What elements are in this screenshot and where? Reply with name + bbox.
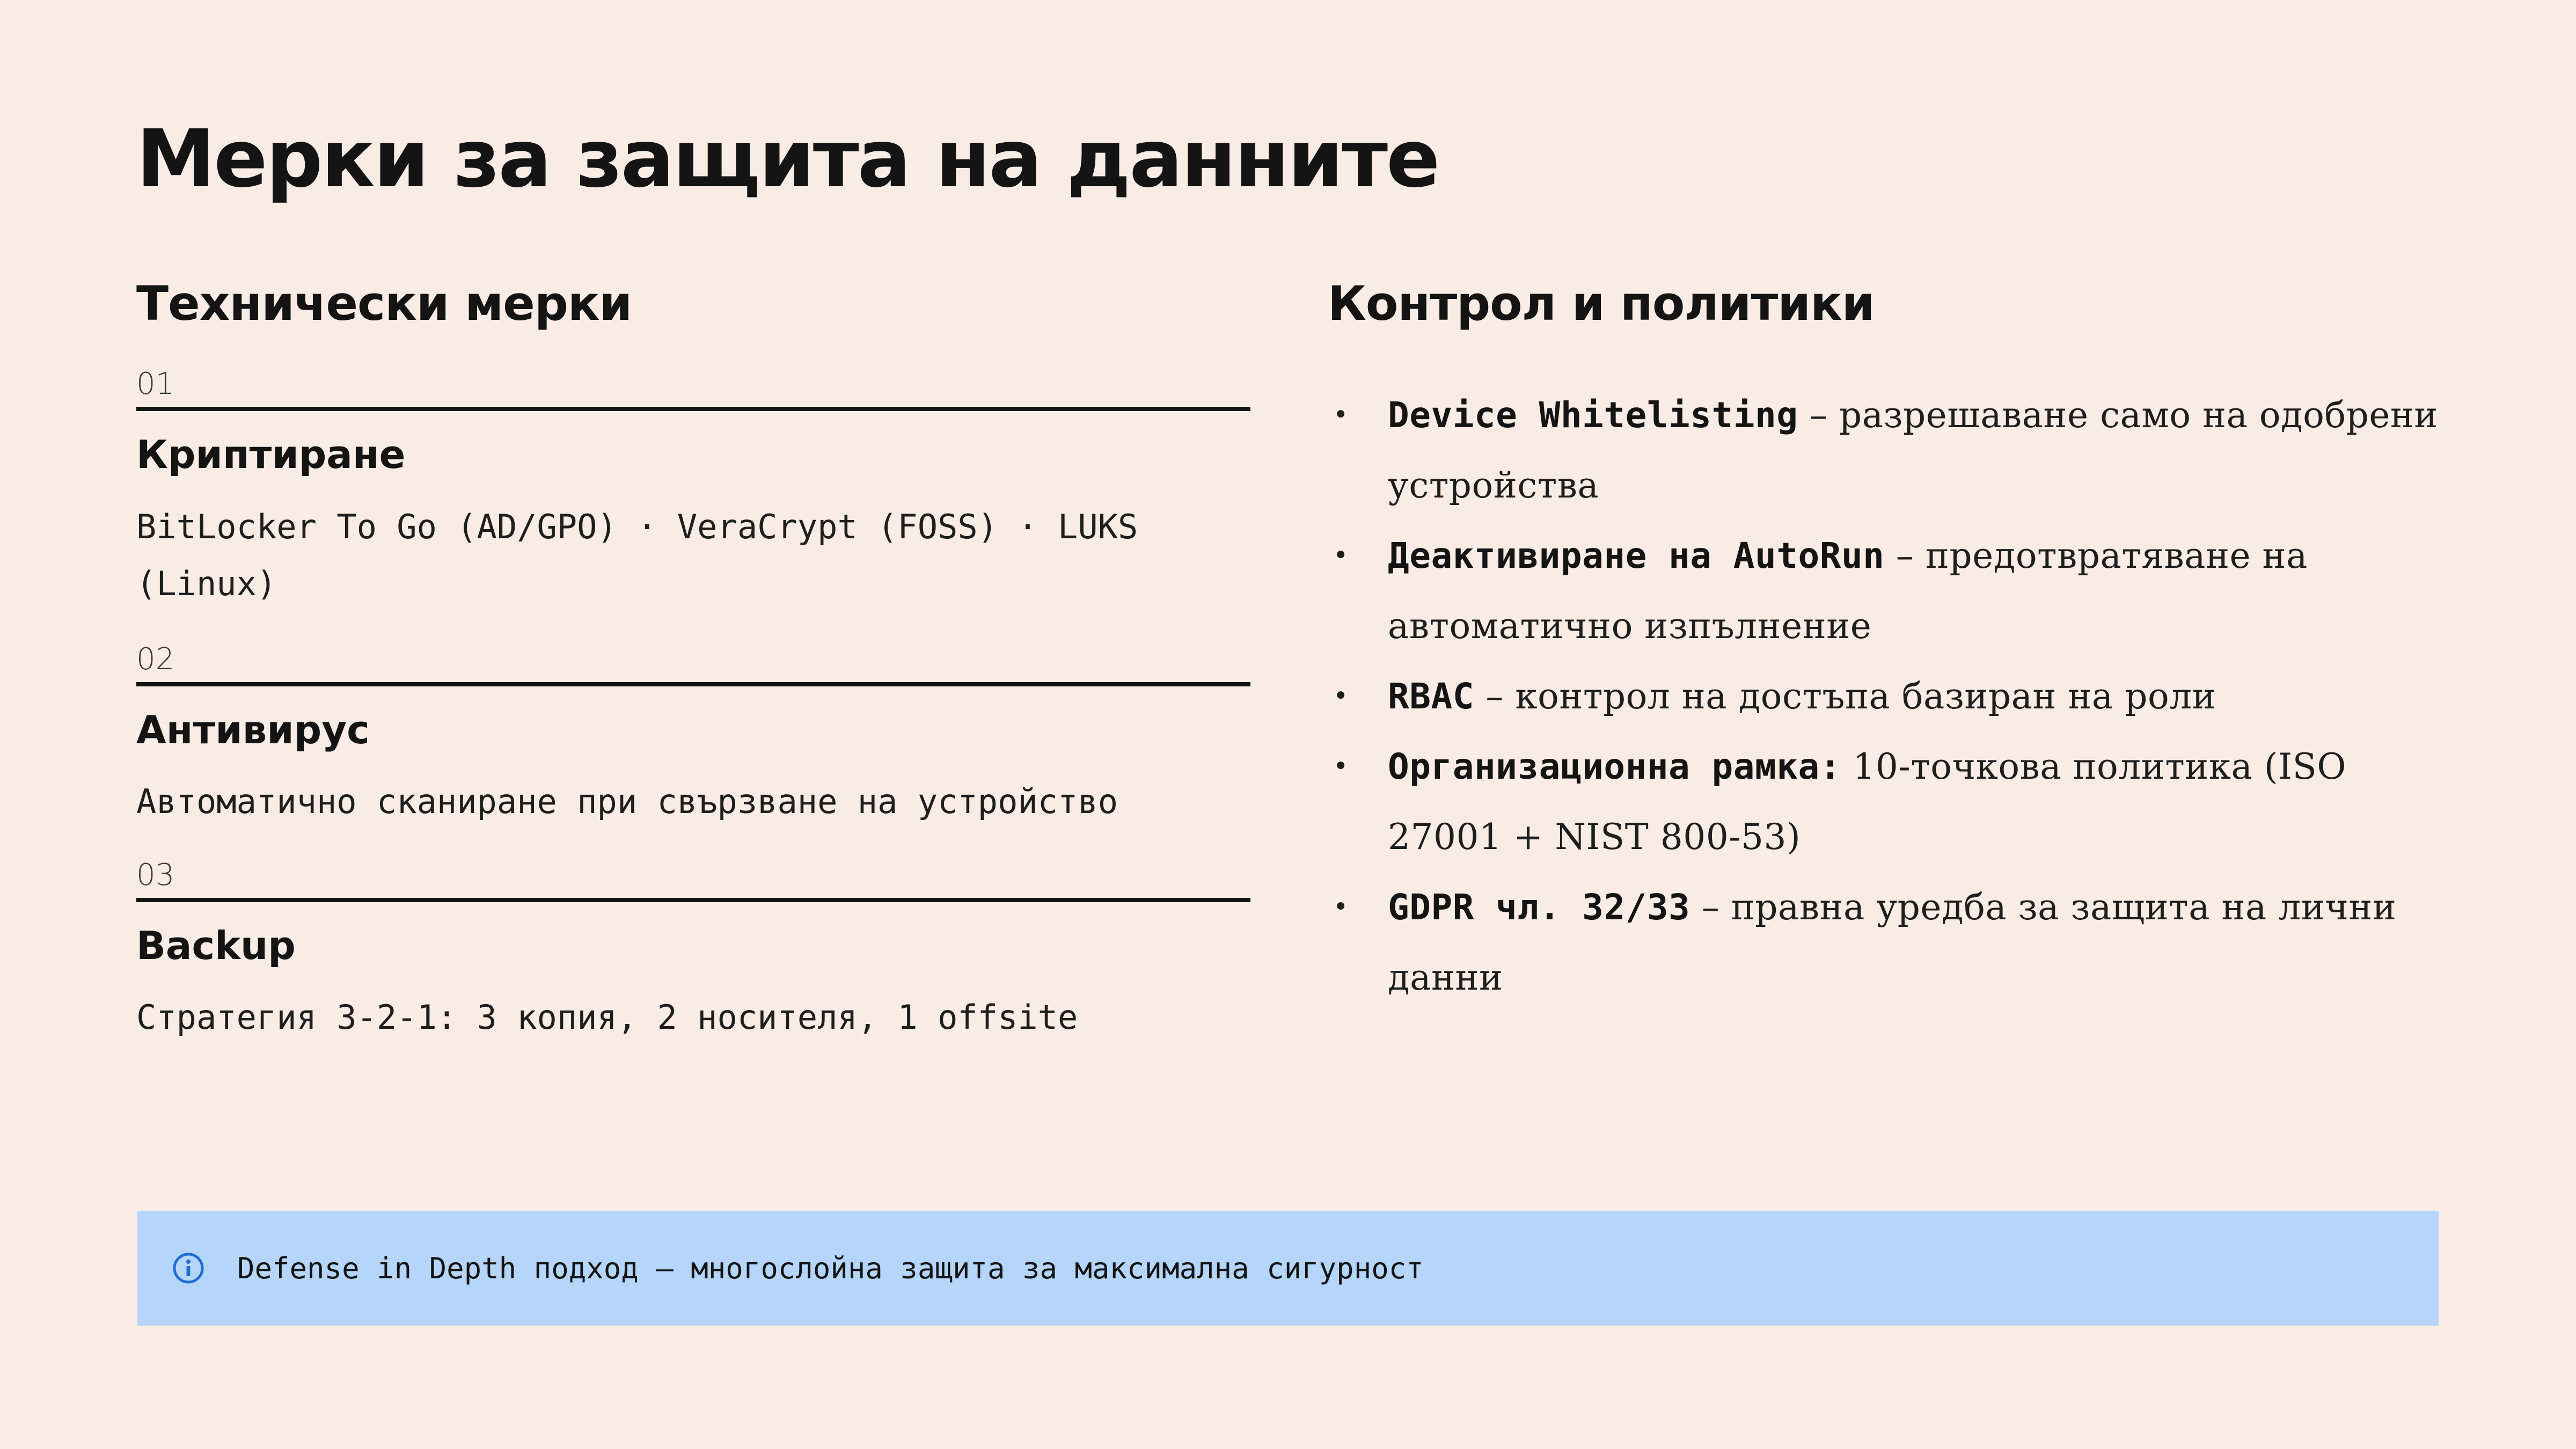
bullet-icon: • (1333, 400, 1349, 430)
divider (136, 898, 1250, 902)
policy-list (1328, 380, 2444, 1013)
measure-title: Криптиране (136, 432, 406, 478)
measure-description: Стратегия 3-2-1: 3 копия, 2 носителя, 1 offsite (136, 998, 1078, 1037)
list-item (1328, 521, 2444, 661)
measure-title: Антивирус (136, 707, 370, 752)
measure-number: 03 (136, 857, 175, 892)
info-callout-text: Defense in Depth подход – многослойна защита за максимална сигурност (237, 1251, 1424, 1285)
info-callout (137, 1211, 2439, 1326)
list-item (1328, 872, 2444, 1013)
policy-term: GDPR чл. 32/33 (1388, 887, 1690, 928)
control-policies-column (1328, 276, 2444, 1013)
bullet-icon: • (1333, 681, 1349, 712)
measure-description: Автоматично сканиране при свързване на устройство (136, 781, 1118, 821)
measure-number: 02 (136, 641, 175, 677)
list-item (1328, 731, 2444, 872)
policy-term: RBAC (1388, 676, 1474, 718)
policy-term: Организационна рамка: (1388, 746, 1841, 788)
measure-item-backup (136, 857, 1250, 1046)
technical-measures-column (136, 276, 1250, 1046)
policy-description: – правна уредба за защита на лични данни (1388, 887, 2397, 999)
bullet-icon: • (1333, 892, 1349, 923)
policy-term: Device Whitelisting (1388, 394, 1798, 436)
control-policies-heading: Контрол и политики (1328, 276, 1875, 331)
measure-title: Backup (136, 923, 296, 968)
info-icon (172, 1252, 205, 1285)
divider (136, 682, 1250, 686)
bullet-icon: • (1333, 540, 1349, 571)
policy-description: – разрешаване само на одобрени устройства (1388, 394, 2438, 507)
divider (136, 407, 1250, 411)
list-item (1328, 380, 2444, 521)
list-item (1328, 661, 2444, 731)
policy-description: – предотвратяване на автоматично изпълнение (1388, 535, 2308, 647)
measure-item-encryption (136, 369, 1250, 612)
policy-description: – контрол на достъпа базиран на роли (1474, 676, 2216, 718)
bullet-icon: • (1333, 751, 1349, 782)
policy-description: 10-точкова политика (ISO 27001 + NIST 800-53) (1388, 746, 2346, 858)
measure-item-antivirus (136, 641, 1250, 830)
technical-measures-heading: Технически мерки (136, 276, 632, 331)
measure-description: BitLocker To Go (AD/GPO) · VeraCrypt (FOSS) · LUKS (Linux) (136, 507, 1138, 603)
page-title: Мерки за защита на данните (136, 113, 1439, 205)
policy-term: Деактивиране на AutoRun (1388, 535, 1885, 577)
measure-number: 01 (136, 367, 175, 402)
